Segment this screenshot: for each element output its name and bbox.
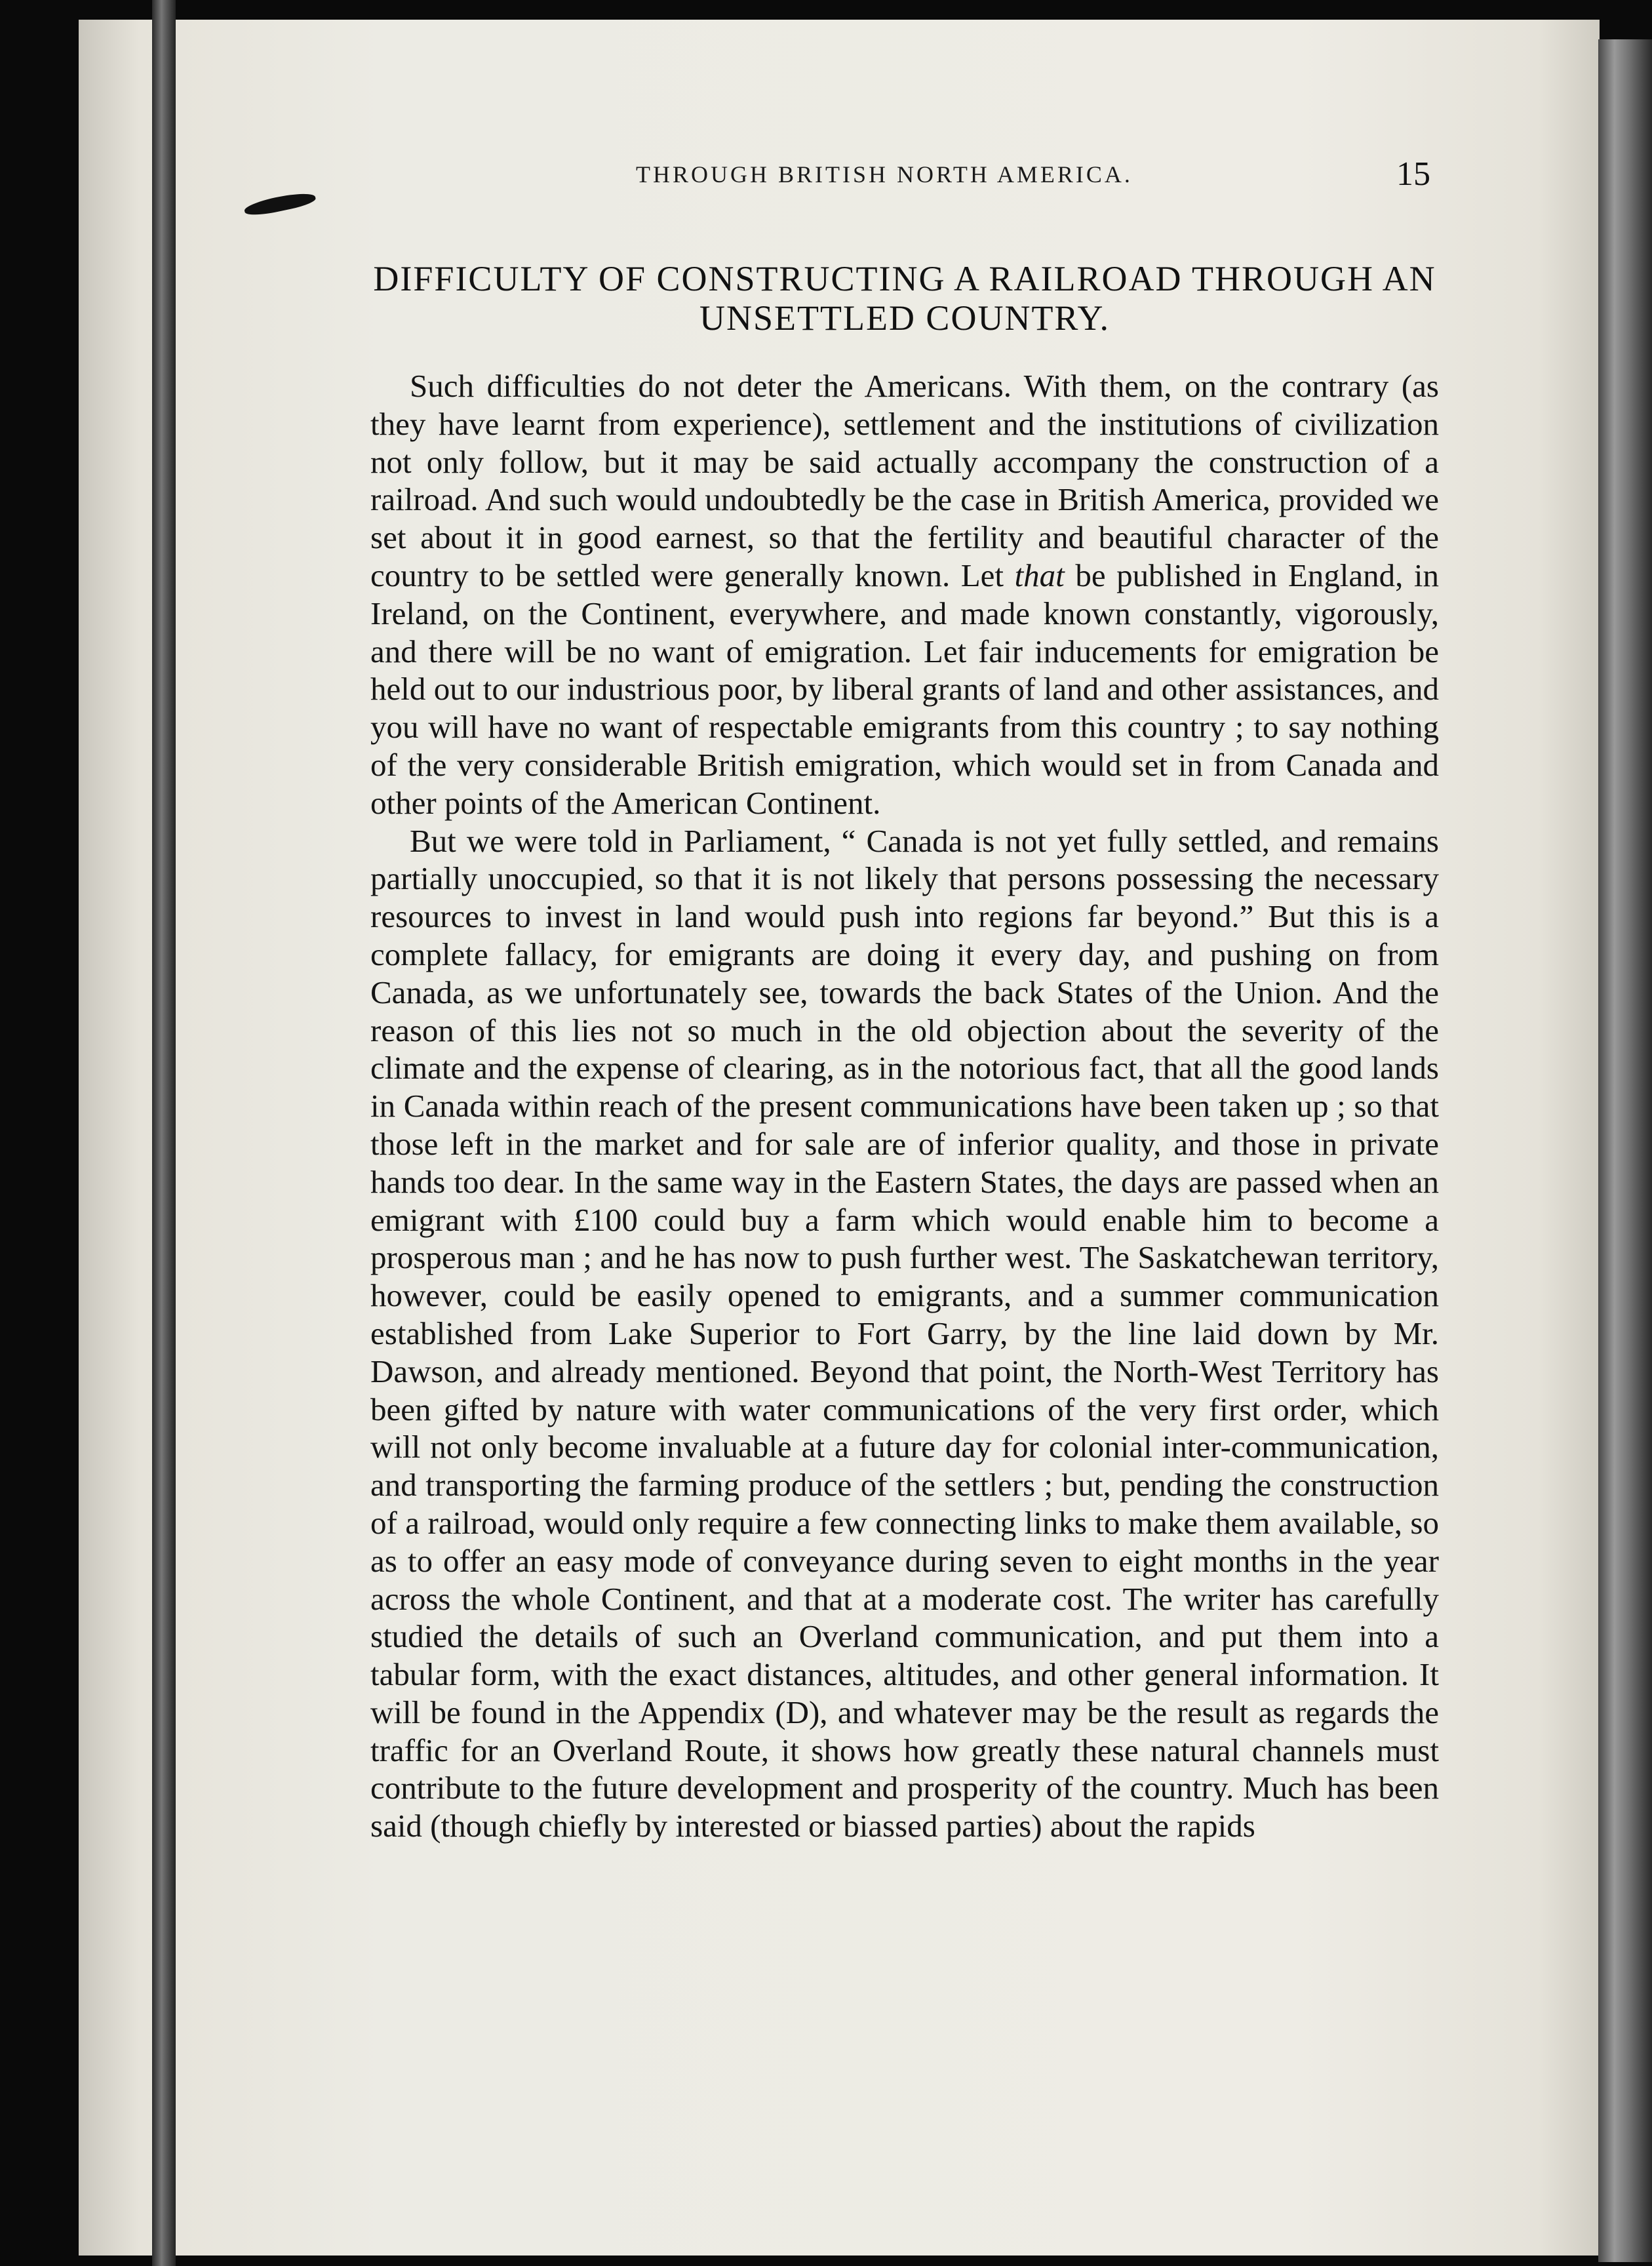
page-edge [1598, 39, 1652, 2262]
section-title: DIFFICULTY OF CONSTRUCTING A RAILROAD THROUGH AN UNSETTLED COUNTRY. [373, 259, 1436, 338]
binding-edge [152, 0, 176, 2266]
paragraph-1-part-b: be published in England, in Ireland, on the Continent, everywhere, and made known constantly, vigorously, and there will be no want of emigration. Let fair inducements for emigration be held out to our industrious poor, by liberal grants of land and other assistances, and you will have no want of respectable emigrants from this country ; to say nothing of the very considerable British emigration, which would set in from Canada and other points of the American Continent. [370, 557, 1439, 821]
paragraph-1-part-a: Such difficulties do not deter the Americans. With them, on the contrary (as they have learnt from experience), settlement and the institutions of civilization not only follow, but it may be said actually accompany the construction of a railroad. And such would undoubtedly be the case in British America, provided we set about it in good earnest, so that the fertility and beautiful character of the country to be settled were generally known. Let [370, 368, 1439, 593]
body-text [370, 367, 1439, 1845]
page-number: 15 [1396, 155, 1430, 193]
paragraph-2: But we were told in Parliament, “ Canada is not yet fully settled, and remains partially unoccupied, so that it is not likely that persons possessing the necessary resources to invest in land would push into regions far beyond.” But this is a complete fallacy, for emigrants are doing it every day, and pushing on from Canada, as we unfortunately see, towards the back States of the Union. And the reason of this lies not so much in the old objection about the severity of the climate and the expense of clearing, as in the notorious fact, that all the good lands in Canada within reach of the present communications have been taken up ; so that those left in the market and for sale are of inferior quality, and those in private hands too dear. In the same way in the Eastern States, the days are passed when an emigrant with £100 could buy a farm which would enable him to become a prosperous man ; and he has now to push further west. The Saskatchewan territory, however, could be easily opened to emigrants, and a summer communication established from Lake Superior to Fort Garry, by the line laid down by Mr. Dawson, and already mentioned. Beyond that point, the North-West Territory has been gifted by nature with water communications of the very first order, which will not only become invaluable at a future day for colonial inter-communication, and transporting the farming produce of the settlers ; but, pending the construction of a railroad, would only require a few connecting links to make them available, so as to offer an easy mode of conveyance during seven to eight months in the year across the whole Continent, and that at a moderate cost. The writer has carefully studied the details of such an Overland communication, and put them into a tabular form, with the exact distances, altitudes, and other general information. It will be found in the Appendix (D), and whatever may be the result as regards the traffic for an Overland Route, it shows how greatly these natural channels must contribute to the future development and prosperity of the country. Much has been said (though chiefly by interested or biassed parties) about the rapids [370, 822, 1439, 1844]
paragraph-1 [370, 367, 1439, 822]
running-header: THROUGH BRITISH NORTH AMERICA. [636, 161, 1133, 188]
emphasis-that: that [1014, 557, 1065, 593]
